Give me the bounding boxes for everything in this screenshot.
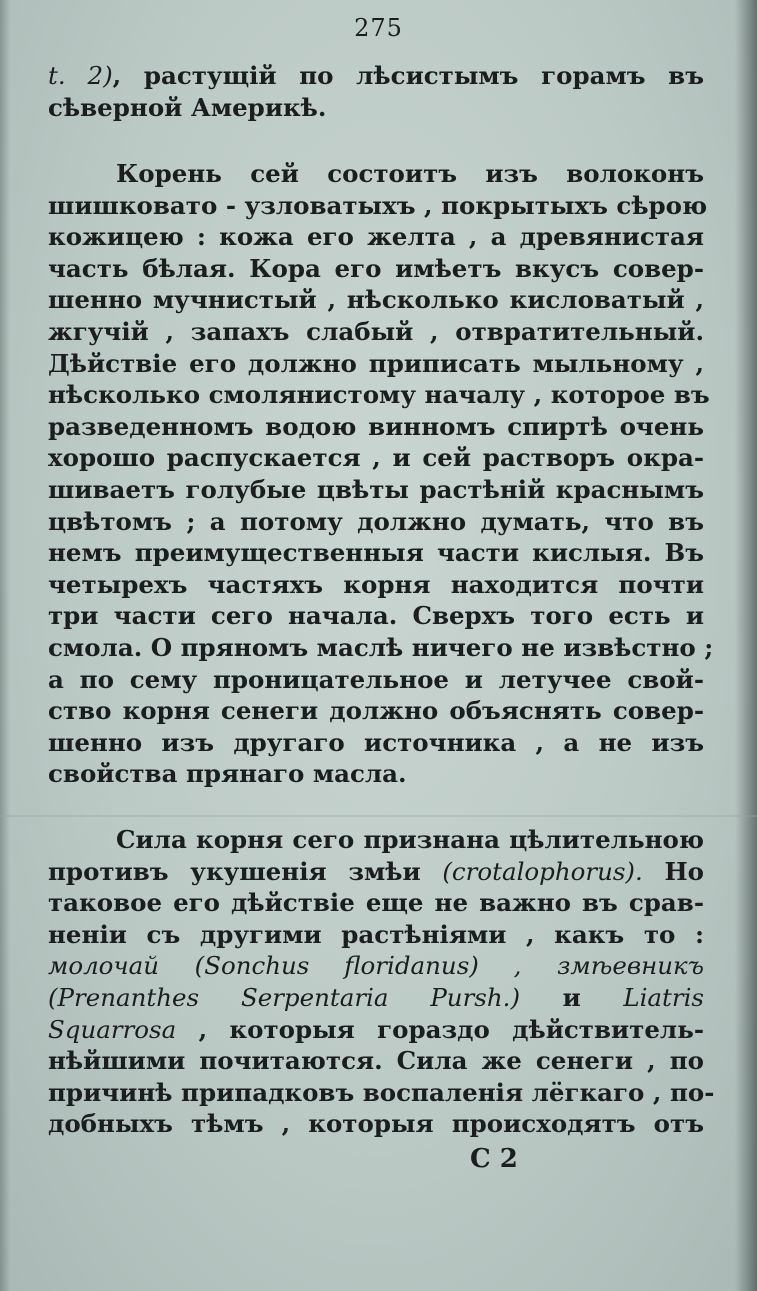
latin-name: (Prenanthes Serpentaria Pursh.): [48, 982, 520, 1012]
text-line: [48, 950, 704, 982]
text-line: шенно мучнистый , нѣсколько кисловатый ,: [48, 285, 704, 315]
text-line: (Prenanthes Serpentaria Pursh.) и Liatris: [48, 982, 705, 1012]
text-line: разведенномъ водою винномъ спиртѣ очень: [48, 411, 704, 441]
text-line: неніи съ другими растѣніями , какъ то :: [48, 919, 704, 949]
text-line: причинѣ припадковъ воспаленія лёгкаго , по-: [48, 1077, 715, 1107]
text-line: часть бѣлая. Кора его имѣетъ вкусъ совер-: [48, 253, 704, 283]
text-line: Squarrosa , которыя гораздо дѣйствитель-: [48, 1014, 704, 1044]
text-line: таковое его дѣйствіе еще не важно въ срав-: [48, 888, 704, 918]
text-line: Дѣйствіе его должно приписать мыльному ,: [48, 348, 704, 378]
text-line: цвѣтомъ ; а потому должно думать, что въ: [48, 506, 704, 536]
page-edge-right: [735, 0, 757, 1291]
text-line: нѣйшими почитаются. Сила же сенеги , по: [48, 1046, 704, 1076]
latin-name: (Sonchus floridanus) ,: [194, 951, 522, 981]
text-line: ство корня сенеги должно объяснять совер-: [48, 696, 704, 726]
latin-name: Squarrosa: [48, 1014, 177, 1044]
text-line: кожицею : кожа его желта , а древянистая: [48, 222, 704, 252]
text-line: шенно изъ другаго источника , а не изъ: [48, 727, 704, 757]
text-line: хорошо распускается , и сей растворъ окра-: [48, 443, 704, 473]
paper-fold: [0, 815, 757, 817]
signature-mark: С 2: [470, 1144, 518, 1174]
russian-plant-name: змѣевникъ: [557, 951, 704, 981]
paragraph-continuation: [48, 60, 704, 123]
text-line: нѣсколько смолянистому началу , которое въ: [48, 380, 710, 410]
text-line: шиваетъ голубые цвѣты растѣній краснымъ: [48, 474, 704, 504]
text-line: жгучій , запахъ слабый , отвратительный.: [48, 316, 704, 346]
text-line: свойства прянаго масла.: [48, 759, 407, 789]
latin-name: (crotalophorus).: [442, 856, 643, 886]
line-text: , растущій по лѣсистымъ горамъ въ: [112, 61, 704, 90]
text-line: [48, 60, 704, 92]
page-edge-left: [0, 0, 10, 1291]
paragraph-root-description: [48, 158, 714, 790]
text-line: сѣверной Америкѣ.: [48, 92, 327, 122]
text-line: Корень сей состоитъ изъ волоконъ: [116, 159, 704, 188]
russian-plant-name: молочай: [48, 951, 160, 981]
paragraph-healing-power: [48, 824, 715, 1140]
text-line: шишковато - узловатыхъ , покрытыхъ сѣрою: [48, 190, 708, 220]
text-line: Сила корня сего признана цѣлительною: [116, 825, 704, 854]
text-line: добныхъ тѣмъ , которыя происходятъ отъ: [48, 1109, 704, 1139]
text-line: противъ укушенія змѣи (crotalophorus). Но: [48, 856, 704, 886]
page-number: 275: [354, 14, 403, 42]
text-line: четырехъ частяхъ корня находится почти: [48, 569, 704, 599]
text-line: смола. О пряномъ маслѣ ничего не извѣстно ;: [48, 632, 714, 662]
latin-name: Liatris: [623, 982, 705, 1012]
italic-ref: t. 2): [48, 61, 113, 90]
text-line: три части сего начала. Сверхъ того есть и: [48, 601, 704, 631]
text-line: а по сему проницательное и летучее свой-: [48, 664, 704, 694]
text-line: немъ преимущественныя части кислыя. Въ: [48, 538, 704, 568]
